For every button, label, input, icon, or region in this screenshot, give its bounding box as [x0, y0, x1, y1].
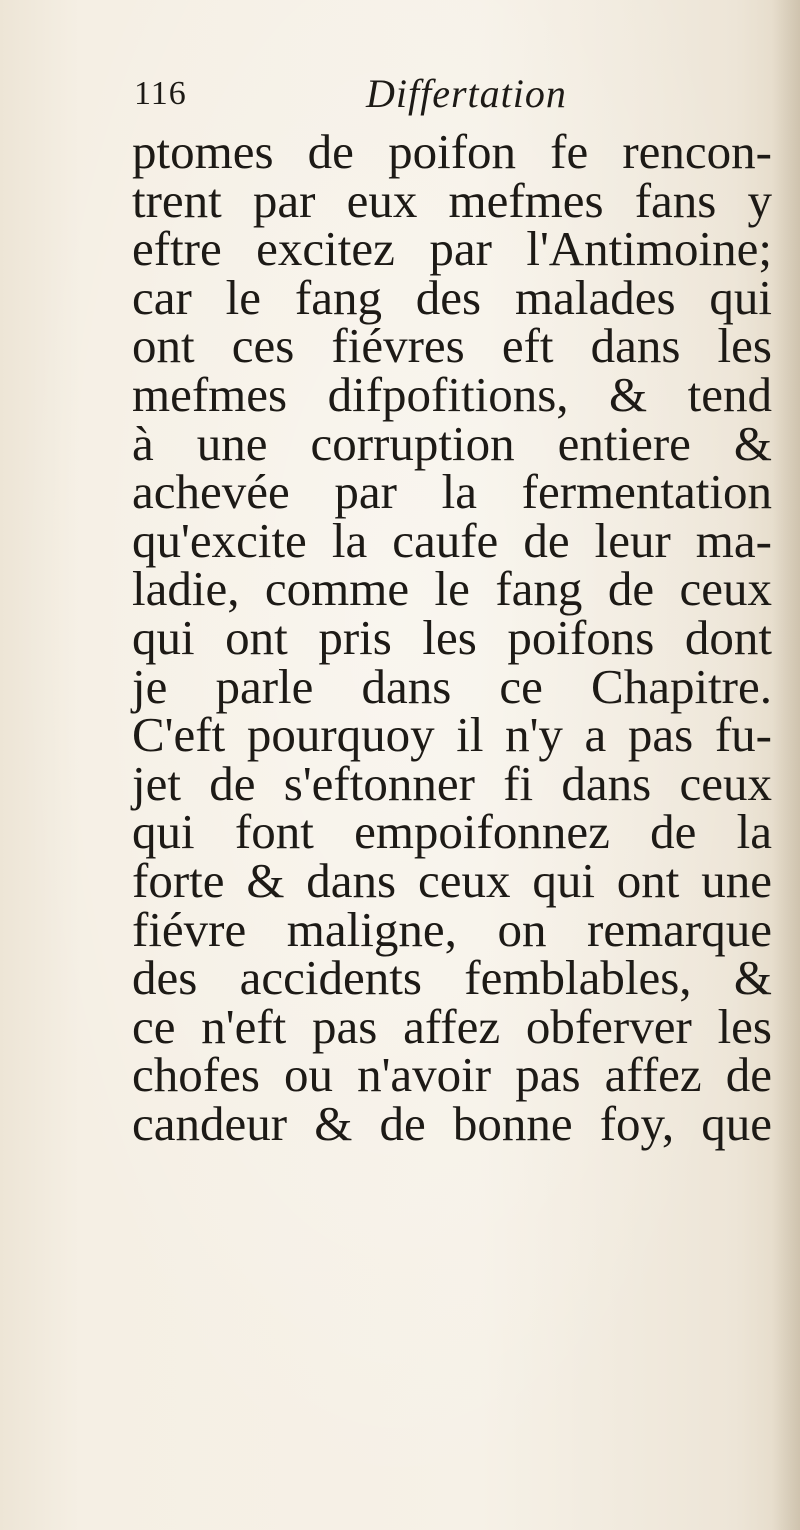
text-line: qui ont pris les poifons dont: [132, 609, 772, 665]
text-line: car le fang des malades qui: [132, 269, 772, 325]
page-number: 116: [134, 75, 187, 112]
text-line: des accidents femblables, &: [132, 950, 772, 1006]
text-line: je parle dans ce Chapitre.: [132, 658, 772, 714]
page-header: [134, 72, 694, 122]
text-line: jet de s'eftonner fi dans ceux: [132, 755, 772, 811]
text-line: candeur & de bonne foy, que: [132, 1095, 772, 1151]
running-title: Differtation: [366, 71, 567, 116]
text-line: qui font empoifonnez de la: [132, 804, 772, 860]
text-line: ladie, comme le fang de ceux: [132, 561, 772, 617]
text-line: chofes ou n'avoir pas affez de: [132, 1047, 772, 1103]
text-line: à une corruption entiere &: [132, 415, 772, 471]
text-line: C'eft pourquoy il n'y a pas fu-: [132, 707, 772, 763]
text-line: qu'excite la caufe de leur ma-: [132, 512, 772, 568]
text-line: eftre excitez par l'Antimoine;: [132, 221, 772, 277]
text-line: ce n'eft pas affez obferver les: [132, 998, 772, 1054]
text-line: forte & dans ceux qui ont une: [132, 852, 772, 908]
body-text: [132, 124, 772, 1151]
text-line: mefmes difpofitions, & tend: [132, 366, 772, 422]
text-line: trent par eux mefmes fans y: [132, 172, 772, 228]
text-line: fiévre maligne, on remarque: [132, 901, 772, 957]
text-line: achevée par la fermentation: [132, 464, 772, 520]
text-line: ptomes de poifon fe rencon-: [132, 124, 772, 179]
text-line: ont ces fiévres eft dans les: [132, 318, 772, 374]
page-edge-shadow: [772, 0, 800, 1530]
